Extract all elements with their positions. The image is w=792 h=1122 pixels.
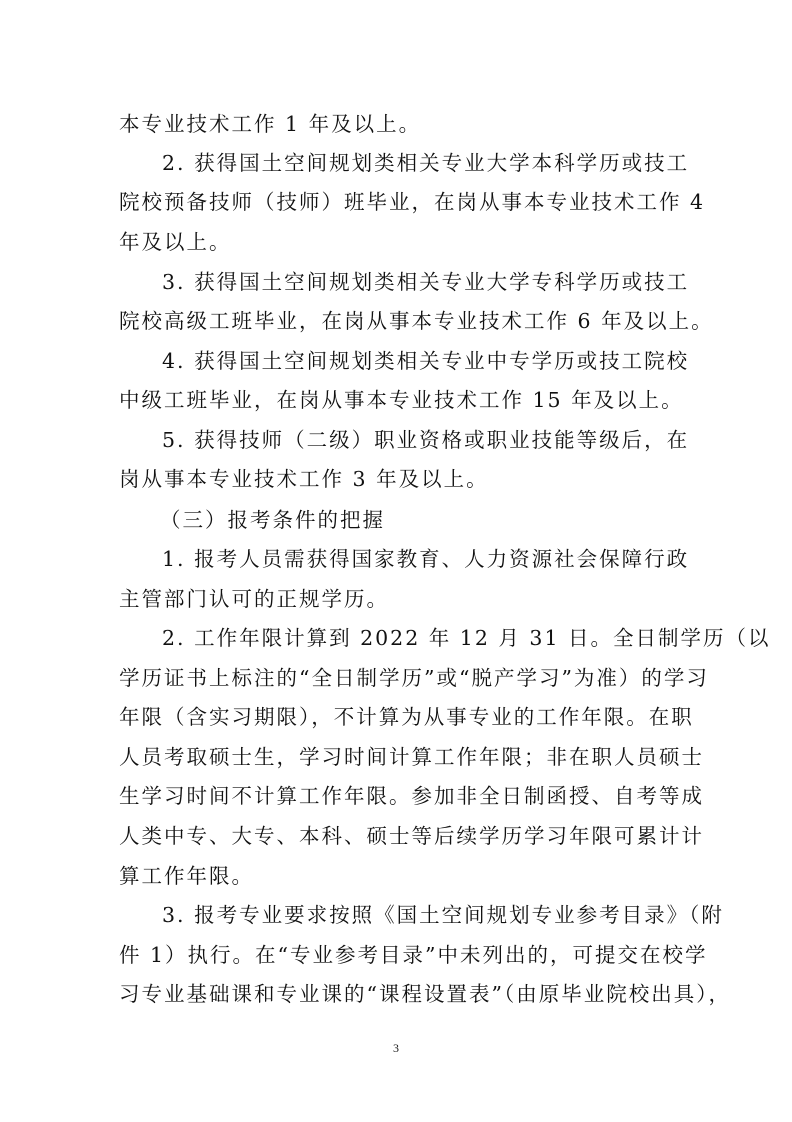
paragraph-2-line-6: 人类中专、大专、本科、硕士等后续学历学习年限可累计计 (119, 824, 704, 848)
paragraph-2-line-4: 人员考取硕士生，学习时间计算工作年限；非在职人员硕士 (119, 745, 704, 769)
paragraph-2-line-7: 算工作年限。 (119, 864, 254, 888)
paragraph-3-line-2: 件 1）执行。在“专业参考目录”中未列出的，可提交在校学 (119, 943, 708, 967)
list-item-2-line-2: 院校预备技师（技师）班毕业，在岗从事本专业技术工作 4 (119, 190, 706, 214)
list-item-3-line-1: 3. 获得国土空间规划类相关专业大学专科学历或技工 (162, 270, 690, 294)
paragraph-2-line-3: 年限（含实习期限），不计算为从事专业的工作年限。在职 (119, 705, 694, 729)
list-item-2-line-1: 2. 获得国土空间规划类相关专业大学本科学历或技工 (162, 151, 690, 175)
paragraph-1-line-2: 主管部门认可的正规学历。 (119, 587, 389, 611)
paragraph-2-line-1: 2. 工作年限计算到 2022 年 12 月 31 日。全日制学历（以 (162, 626, 771, 650)
list-item-5-line-2: 岗从事本专业技术工作 3 年及以上。 (119, 467, 489, 491)
page-number: 3 (393, 1041, 399, 1055)
section-heading: （三）报考条件的把握 (160, 508, 385, 532)
paragraph-3-line-3: 习专业基础课和专业课的“课程设置表”（由原毕业院校出具）， (119, 982, 731, 1006)
list-item-4-line-1: 4. 获得国土空间规划类相关专业中专学历或技工院校 (162, 349, 690, 373)
list-item-2-line-3: 年及以上。 (119, 230, 232, 254)
list-item-4-line-2: 中级工班毕业，在岗从事本专业技术工作 15 年及以上。 (119, 388, 684, 412)
list-item-5-line-1: 5. 获得技师（二级）职业资格或职业技能等级后，在 (162, 428, 690, 452)
paragraph-3-line-1: 3. 报考专业要求按照《国土空间规划专业参考目录》（附 (162, 903, 724, 927)
list-item-3-line-2: 院校高级工班毕业，在岗从事本专业技术工作 6 年及以上。 (119, 309, 714, 333)
body-line-01: 本专业技术工作 1 年及以上。 (119, 112, 422, 136)
paragraph-2-line-5: 生学习时间不计算工作年限。参加非全日制函授、自考等成 (119, 784, 704, 808)
paragraph-1-line-1: 1. 报考人员需获得国家教育、人力资源社会保障行政 (162, 547, 690, 571)
paragraph-2-line-2: 学历证书上标注的“全日制学历”或“脱产学习”为准）的学习 (119, 666, 709, 690)
